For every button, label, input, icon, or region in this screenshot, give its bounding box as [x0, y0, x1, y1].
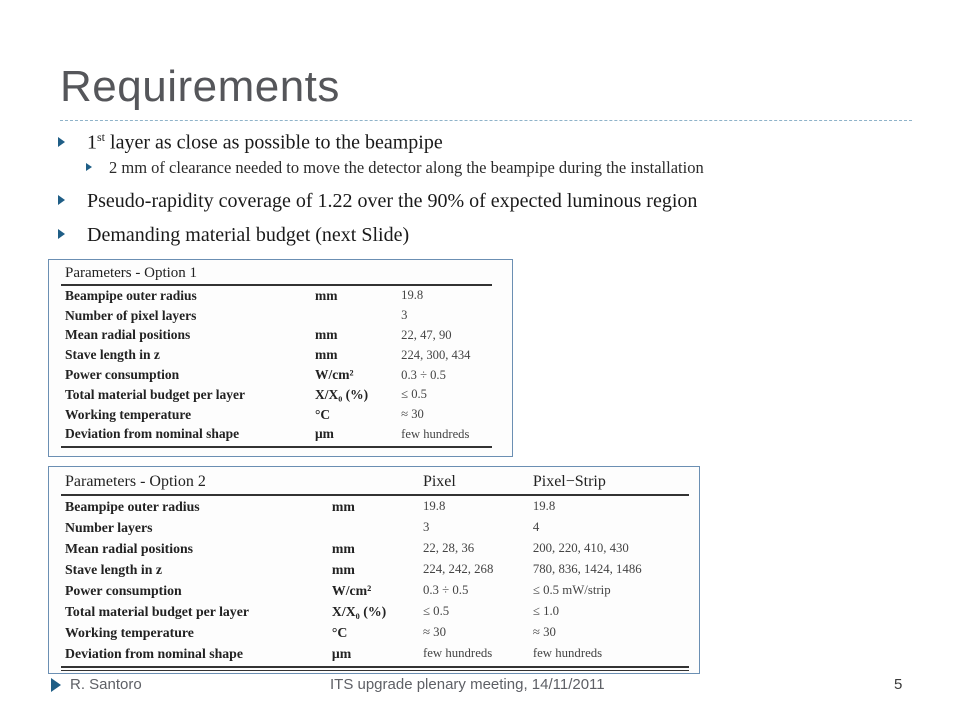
- unit-cell: [328, 517, 419, 538]
- value-cell: ≤ 0.5: [422, 604, 450, 618]
- value-cell: ≤ 0.5: [401, 387, 427, 402]
- parameter-cell: Number layers: [65, 519, 153, 535]
- unit-cell: μm: [331, 645, 352, 661]
- unit-cell: mm: [331, 498, 355, 514]
- bullet-triangle-icon: [86, 163, 92, 171]
- bullet-text: Pseudo-rapidity coverage of 1.22 over the 90% of expected luminous region: [87, 190, 698, 212]
- parameter-cell: Working temperature: [65, 624, 194, 640]
- value-cell: 3: [422, 520, 430, 534]
- unit-cell: °C: [331, 624, 348, 640]
- table-header-row: [61, 469, 689, 495]
- table-bottom-rule: [61, 666, 689, 668]
- table-row: [61, 365, 492, 385]
- table-header-cell: [328, 469, 419, 495]
- value-cell: 22, 28, 36: [422, 541, 475, 555]
- unit-cell: μm: [314, 426, 334, 442]
- value-cell: few hundreds: [401, 426, 470, 441]
- value-cell: 19.8: [532, 499, 556, 513]
- unit-cell: X/X₀ (%): [331, 603, 387, 619]
- bullet-item: [58, 190, 928, 216]
- value-cell: 200, 220, 410, 430: [532, 541, 629, 555]
- bullet-triangle-icon: [58, 229, 65, 239]
- bullet-text: 1st layer as close as possible to the beampipe: [87, 130, 443, 154]
- table-row: [61, 538, 689, 559]
- table-row: [61, 643, 689, 664]
- unit-cell: mm: [314, 347, 338, 363]
- unit-cell: X/X₀ (%): [314, 386, 369, 402]
- value-cell: 780, 836, 1424, 1486: [532, 562, 642, 576]
- table-row: [61, 517, 689, 538]
- footer-meeting: ITS upgrade plenary meeting, 14/11/2011: [330, 676, 605, 693]
- value-cell: 19.8: [422, 499, 446, 513]
- unit-cell: [311, 306, 397, 326]
- table-row: [61, 496, 689, 517]
- value-cell: ≈ 30: [422, 625, 446, 639]
- parameter-cell: Stave length in z: [65, 561, 162, 577]
- value-cell: 19.8: [401, 288, 424, 303]
- parameter-cell: Mean radial positions: [65, 540, 194, 556]
- table-row: [61, 405, 492, 425]
- bullet-item: [58, 130, 928, 156]
- table-header-cell: Parameters - Option 2: [65, 473, 206, 490]
- slide-footer: [0, 676, 960, 706]
- parameter-cell: Beampipe outer radius: [65, 498, 200, 514]
- slide-title: Requirements: [60, 62, 340, 111]
- parameter-cell: Mean radial positions: [65, 327, 191, 343]
- bullet-text: Demanding material budget (next Slide): [87, 224, 410, 246]
- unit-cell: mm: [314, 327, 338, 343]
- parameter-cell: Total material budget per layer: [65, 386, 245, 402]
- table-header-cell: Parameters - Option 1: [65, 265, 198, 281]
- sub-bullet-item: [86, 158, 928, 182]
- table-row: [61, 385, 492, 405]
- page-number: 5: [894, 676, 903, 693]
- parameter-cell: Deviation from nominal shape: [65, 645, 243, 661]
- table-row: [61, 622, 689, 643]
- value-cell: 224, 300, 434: [401, 347, 471, 362]
- bullet-text: 2 mm of clearance needed to move the detector along the beampipe during the installation: [109, 158, 704, 177]
- unit-cell: mm: [331, 540, 355, 556]
- value-cell: ≤ 0.5 mW/strip: [532, 583, 611, 597]
- value-cell: 0.3 ÷ 0.5: [401, 367, 446, 382]
- bullet-list: [58, 126, 928, 250]
- value-cell: 0.3 ÷ 0.5: [422, 583, 469, 597]
- value-cell: ≈ 30: [532, 625, 556, 639]
- parameters-table-option-2: [48, 466, 700, 674]
- table-row: [61, 425, 492, 445]
- parameter-cell: Working temperature: [65, 406, 192, 422]
- footer-author: R. Santoro: [70, 676, 142, 693]
- table-row: [61, 580, 689, 601]
- value-cell: 3: [401, 308, 408, 323]
- table-row: [61, 306, 492, 326]
- parameters-table-option-1: [48, 259, 513, 457]
- bullet-item: [58, 224, 928, 250]
- table-row: [61, 559, 689, 580]
- bullet-triangle-icon: [58, 137, 65, 147]
- parameter-cell: Number of pixel layers: [65, 307, 197, 323]
- table-header-row: [61, 262, 492, 285]
- table-row: [61, 286, 492, 306]
- value-cell: 22, 47, 90: [401, 327, 452, 342]
- parameter-cell: Power consumption: [65, 367, 180, 383]
- parameter-cell: Stave length in z: [65, 347, 160, 363]
- table-header-cell: Pixel−Strip: [532, 473, 606, 490]
- table-option-2: [61, 469, 689, 664]
- unit-cell: °C: [314, 406, 331, 422]
- table-header-cell: [397, 262, 492, 285]
- table-row: [61, 601, 689, 622]
- unit-cell: W/cm²: [314, 367, 354, 383]
- table-row: [61, 345, 492, 365]
- table-option-1: [61, 262, 492, 444]
- value-cell: 4: [532, 520, 540, 534]
- unit-cell: mm: [314, 287, 338, 303]
- unit-cell: mm: [331, 561, 355, 577]
- table-header-cell: Pixel: [422, 473, 456, 490]
- bullet-triangle-icon: [58, 195, 65, 205]
- title-divider: [60, 120, 912, 121]
- unit-cell: W/cm²: [331, 582, 372, 598]
- parameter-cell: Beampipe outer radius: [65, 287, 197, 303]
- parameter-cell: Total material budget per layer: [65, 603, 249, 619]
- table-header-cell: [311, 262, 397, 285]
- table-bottom-rule: [61, 446, 492, 448]
- parameter-cell: Power consumption: [65, 582, 182, 598]
- value-cell: few hundreds: [422, 646, 493, 660]
- table-bottom-rule: [61, 670, 689, 671]
- value-cell: few hundreds: [532, 646, 603, 660]
- footer-triangle-icon: [51, 678, 61, 692]
- value-cell: ≤ 1.0: [532, 604, 560, 618]
- parameter-cell: Deviation from nominal shape: [65, 426, 240, 442]
- value-cell: 224, 242, 268: [422, 562, 494, 576]
- value-cell: ≈ 30: [401, 407, 424, 422]
- table-row: [61, 326, 492, 346]
